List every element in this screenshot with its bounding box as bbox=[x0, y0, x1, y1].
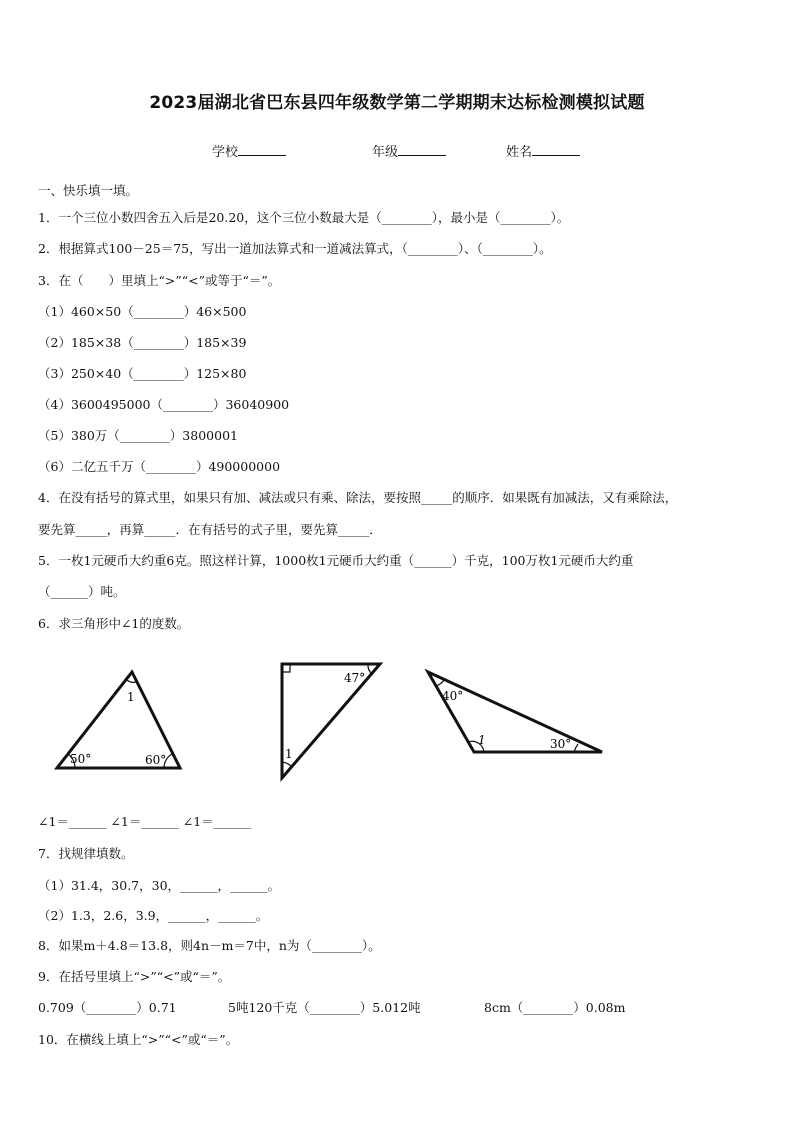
school-label: 学校 bbox=[212, 145, 239, 160]
question-6: 6．求三角形中∠1的度数。 bbox=[38, 616, 190, 631]
question-3-item: （6）二亿五千万（________）490000000 bbox=[38, 459, 281, 474]
question-7-item: （2）1.3，2.6，3.9，______，______。 bbox=[38, 908, 269, 923]
triangle-1-right-angle: 60° bbox=[145, 753, 167, 767]
triangle-3-shape bbox=[428, 672, 602, 752]
name-blank[interactable] bbox=[532, 144, 580, 156]
school-field bbox=[212, 141, 286, 160]
triangle-1-angle-mark: 1 bbox=[127, 690, 135, 704]
question-1: 1．一个三位小数四舍五入后是20.20，这个三位小数最大是（________），最小是（________）。 bbox=[38, 210, 570, 225]
triangle-3-left-angle: 40° bbox=[442, 689, 464, 703]
name-field bbox=[506, 141, 580, 160]
question-9-item: 5吨120千克（________）5.012吨 bbox=[228, 1000, 421, 1015]
question-9-item: 0.709（________）0.71 bbox=[38, 1000, 177, 1015]
triangle-3-left-arc bbox=[436, 680, 444, 686]
triangle-1-left-angle: 50° bbox=[70, 752, 92, 766]
name-label: 姓名 bbox=[506, 145, 533, 160]
question-3-item: （4）3600495000（________）36040900 bbox=[38, 397, 290, 412]
school-blank[interactable] bbox=[238, 144, 286, 156]
question-8: 8．如果m＋4.8＝13.8，则4n－m＝7中，n为（________）。 bbox=[38, 938, 381, 953]
grade-label: 年级 bbox=[372, 145, 399, 160]
question-7: 7．找规律填数。 bbox=[38, 846, 134, 861]
question-3-item: （2）185×38（________）185×39 bbox=[38, 335, 247, 350]
question-10: 10．在横线上填上“>”“<”或“＝”。 bbox=[38, 1032, 239, 1047]
page-title: 2023届湖北省巴东县四年级数学第二学期期末达标检测模拟试题 bbox=[149, 93, 645, 113]
triangle-2-angle-mark: 1 bbox=[285, 747, 293, 761]
grade-blank[interactable] bbox=[398, 144, 446, 156]
triangle-2-top-angle: 47° bbox=[344, 671, 366, 685]
question-5-line2: （______）吨。 bbox=[38, 584, 126, 599]
question-5-line1: 5．一枚1元硬币大约重6克。照这样计算，1000枚1元硬币大约重（______）千克，100万枚1元硬币大约重 bbox=[38, 553, 634, 568]
triangle-figure-1 bbox=[50, 664, 190, 776]
question-7-item: （1）31.4，30.7，30，______，______。 bbox=[38, 878, 281, 893]
question-2: 2．根据算式100－25＝75，写出一道加法算式和一道减法算式，（________）、（________）。 bbox=[38, 241, 552, 256]
question-3: 3．在（ ）里填上“>”“<”或等于“＝”。 bbox=[38, 273, 281, 288]
question-4-line1: 4．在没有括号的算式里，如果只有加、减法或只有乘、除法，要按照_____的顺序．如果既有加减法，又有乘除法， bbox=[38, 490, 678, 505]
triangle-2-shape bbox=[282, 664, 380, 778]
question-3-item: （5）380万（________）3800001 bbox=[38, 428, 238, 443]
question-3-item: （1）460×50（________）46×500 bbox=[38, 304, 247, 319]
triangle-figure-3 bbox=[422, 666, 610, 758]
triangle-3-right-angle: 30° bbox=[550, 737, 572, 751]
triangle-3-angle-mark: 1 bbox=[478, 733, 486, 747]
question-9: 9．在括号里填上“>”“<”或“＝”。 bbox=[38, 969, 231, 984]
question-4-line2: 要先算_____，再算_____．在有括号的式子里，要先算_____． bbox=[38, 522, 382, 537]
question-3-item: （3）250×40（________）125×80 bbox=[38, 366, 247, 381]
grade-field bbox=[372, 141, 446, 160]
question-9-item: 8cm（________）0.08m bbox=[484, 1000, 626, 1015]
question-6-answers: ∠1＝______ ∠1＝______ ∠1＝______ bbox=[38, 814, 252, 829]
triangle-figure-2 bbox=[274, 658, 389, 784]
section-heading: 一、快乐填一填。 bbox=[38, 183, 139, 198]
